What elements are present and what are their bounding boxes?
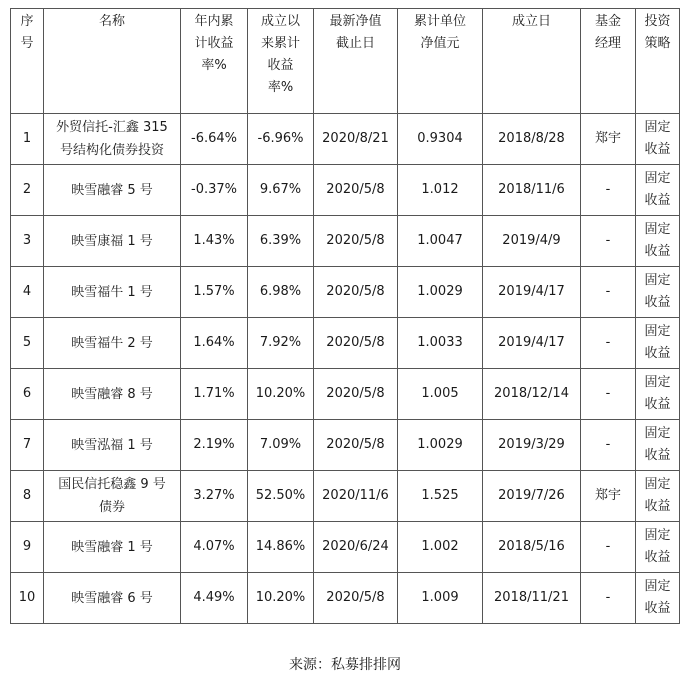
cell-navdate: 2020/5/8: [314, 573, 398, 624]
cell-line: 外贸信托-汇鑫 315: [56, 120, 168, 135]
cell-line: 国民信托稳鑫 9 号: [58, 477, 166, 492]
cell-seq: 9: [11, 522, 44, 573]
cell-line: 累计单位: [413, 14, 466, 29]
cell-seq: 7: [11, 420, 44, 471]
cell-since: 10.20%: [248, 573, 314, 624]
cell-inception: 2018/11/6: [483, 165, 581, 216]
cell-line: 映雪融睿 1 号: [71, 539, 153, 555]
cell-line: 收益: [644, 346, 671, 361]
cell-line: 固定: [644, 171, 671, 186]
cell-since: 9.67%: [248, 165, 314, 216]
cell-name: [44, 420, 181, 471]
cell-navdate: 2020/5/8: [314, 216, 398, 267]
cell-ytd: 4.49%: [181, 573, 248, 624]
cell-line: 收益: [644, 244, 671, 259]
table-row: [11, 522, 680, 573]
cell-line: 映雪康福 1 号: [71, 233, 153, 249]
cell-line: 固定: [644, 120, 671, 135]
cell-line: 固定: [644, 273, 671, 288]
cell-navdate: 2020/5/8: [314, 318, 398, 369]
cell-strategy: [636, 216, 680, 267]
cell-ytd: 4.07%: [181, 522, 248, 573]
cell-line: 序: [20, 14, 34, 29]
cell-seq: 2: [11, 165, 44, 216]
fund-performance-table: [10, 8, 680, 624]
cell-navdate: 2020/11/6: [314, 471, 398, 522]
cell-name: [44, 369, 181, 420]
cell-line: 来累计: [260, 36, 300, 51]
header-nav: [398, 9, 483, 114]
cell-navdate: 2020/5/8: [314, 369, 398, 420]
cell-since: -6.96%: [248, 114, 314, 165]
cell-line: 率%: [267, 80, 294, 95]
cell-seq: 6: [11, 369, 44, 420]
cell-manager: 郑宇: [581, 114, 636, 165]
cell-navdate: 2020/5/8: [314, 267, 398, 318]
cell-line: 计收益: [194, 36, 234, 51]
cell-manager: -: [581, 216, 636, 267]
cell-inception: 2019/7/26: [483, 471, 581, 522]
cell-ytd: 3.27%: [181, 471, 248, 522]
cell-line: 固定: [644, 579, 671, 594]
cell-inception: 2019/3/29: [483, 420, 581, 471]
cell-manager: -: [581, 522, 636, 573]
cell-name: [44, 267, 181, 318]
cell-line: 收益: [644, 397, 671, 412]
cell-line: 投资: [644, 14, 671, 29]
cell-seq: 1: [11, 114, 44, 165]
cell-line: 收益: [644, 601, 671, 616]
cell-seq: 8: [11, 471, 44, 522]
cell-strategy: [636, 522, 680, 573]
cell-nav: 1.525: [398, 471, 483, 522]
cell-ytd: 1.57%: [181, 267, 248, 318]
cell-line: 映雪福牛 2 号: [71, 335, 153, 351]
cell-line: 固定: [644, 528, 671, 543]
cell-strategy: [636, 267, 680, 318]
cell-name: [44, 318, 181, 369]
cell-line: 号: [20, 36, 34, 51]
table-body: [11, 114, 680, 624]
cell-name: [44, 471, 181, 522]
cell-name: [44, 522, 181, 573]
cell-line: 固定: [644, 375, 671, 390]
cell-inception: 2019/4/17: [483, 318, 581, 369]
cell-inception: 2019/4/17: [483, 267, 581, 318]
cell-nav: 1.0029: [398, 267, 483, 318]
cell-inception: 2018/11/21: [483, 573, 581, 624]
cell-name: [44, 165, 181, 216]
cell-nav: 1.0047: [398, 216, 483, 267]
cell-line: 收益: [644, 448, 671, 463]
cell-line: 策略: [644, 36, 671, 51]
cell-strategy: [636, 318, 680, 369]
cell-name: [44, 114, 181, 165]
header-seq: [11, 9, 44, 114]
header-name: [44, 9, 181, 114]
cell-strategy: [636, 471, 680, 522]
source-note: 来源：私募排排网: [289, 657, 401, 673]
cell-ytd: 1.64%: [181, 318, 248, 369]
cell-manager: -: [581, 420, 636, 471]
cell-strategy: [636, 369, 680, 420]
cell-since: 7.09%: [248, 420, 314, 471]
cell-line: 成立日: [511, 14, 551, 29]
cell-manager: -: [581, 165, 636, 216]
cell-since: 7.92%: [248, 318, 314, 369]
cell-line: 净值元: [420, 36, 460, 51]
cell-line: 成立以: [260, 14, 300, 29]
cell-line: 固定: [644, 477, 671, 492]
cell-since: 14.86%: [248, 522, 314, 573]
cell-seq: 5: [11, 318, 44, 369]
cell-line: 最新净值: [329, 14, 382, 29]
cell-line: 债券: [98, 500, 125, 515]
cell-ytd: 1.43%: [181, 216, 248, 267]
cell-line: 截止日: [335, 36, 375, 51]
table-row: [11, 114, 680, 165]
cell-name: [44, 216, 181, 267]
cell-nav: 1.009: [398, 573, 483, 624]
cell-since: 52.50%: [248, 471, 314, 522]
cell-line: 收益: [644, 499, 671, 514]
cell-line: 映雪福牛 1 号: [71, 284, 153, 300]
cell-line: 率%: [201, 58, 227, 73]
cell-nav: 1.012: [398, 165, 483, 216]
cell-line: 映雪融睿 8 号: [71, 386, 153, 402]
table-row: [11, 420, 680, 471]
header-navdate: [314, 9, 398, 114]
cell-line: 收益: [644, 142, 671, 157]
table-row: [11, 471, 680, 522]
cell-line: 固定: [644, 222, 671, 237]
cell-nav: 1.002: [398, 522, 483, 573]
cell-line: 映雪泓福 1 号: [71, 437, 153, 453]
cell-navdate: 2020/8/21: [314, 114, 398, 165]
header-row: [11, 9, 680, 114]
table-row: [11, 165, 680, 216]
cell-strategy: [636, 420, 680, 471]
cell-line: 号结构化债券投资: [59, 143, 164, 158]
cell-line: 固定: [644, 324, 671, 339]
cell-line: 年内累: [194, 14, 234, 29]
cell-ytd: -6.64%: [181, 114, 248, 165]
header-strategy: [636, 9, 680, 114]
cell-line: 收益: [644, 193, 671, 208]
table-row: [11, 573, 680, 624]
cell-manager: -: [581, 573, 636, 624]
cell-inception: 2018/12/14: [483, 369, 581, 420]
header-since: [248, 9, 314, 114]
cell-line: 基金: [594, 14, 621, 29]
cell-name: [44, 573, 181, 624]
cell-line: 映雪融睿 5 号: [71, 182, 153, 198]
table-row: [11, 216, 680, 267]
cell-ytd: 2.19%: [181, 420, 248, 471]
cell-strategy: [636, 165, 680, 216]
cell-line: 映雪融睿 6 号: [71, 590, 153, 606]
cell-since: 6.39%: [248, 216, 314, 267]
cell-ytd: -0.37%: [181, 165, 248, 216]
cell-ytd: 1.71%: [181, 369, 248, 420]
cell-inception: 2019/4/9: [483, 216, 581, 267]
cell-line: 固定: [644, 426, 671, 441]
cell-line: 收益: [644, 295, 671, 310]
cell-nav: 1.005: [398, 369, 483, 420]
cell-line: 经理: [594, 36, 621, 51]
cell-nav: 1.0029: [398, 420, 483, 471]
header-inception: [483, 9, 581, 114]
cell-manager: -: [581, 369, 636, 420]
table-row: [11, 369, 680, 420]
header-ytd: [181, 9, 248, 114]
table-row: [11, 267, 680, 318]
cell-manager: 郑宇: [581, 471, 636, 522]
cell-seq: 3: [11, 216, 44, 267]
cell-seq: 4: [11, 267, 44, 318]
table-row: [11, 318, 680, 369]
cell-inception: 2018/8/28: [483, 114, 581, 165]
cell-nav: 0.9304: [398, 114, 483, 165]
cell-strategy: [636, 114, 680, 165]
cell-strategy: [636, 573, 680, 624]
cell-line: 收益: [267, 58, 294, 73]
cell-since: 10.20%: [248, 369, 314, 420]
cell-navdate: 2020/5/8: [314, 420, 398, 471]
cell-navdate: 2020/5/8: [314, 165, 398, 216]
cell-line: 名称: [98, 14, 125, 29]
cell-line: 收益: [644, 550, 671, 565]
cell-manager: -: [581, 267, 636, 318]
cell-since: 6.98%: [248, 267, 314, 318]
header-manager: [581, 9, 636, 114]
cell-seq: 10: [11, 573, 44, 624]
cell-navdate: 2020/6/24: [314, 522, 398, 573]
cell-nav: 1.0033: [398, 318, 483, 369]
cell-inception: 2018/5/16: [483, 522, 581, 573]
cell-manager: -: [581, 318, 636, 369]
